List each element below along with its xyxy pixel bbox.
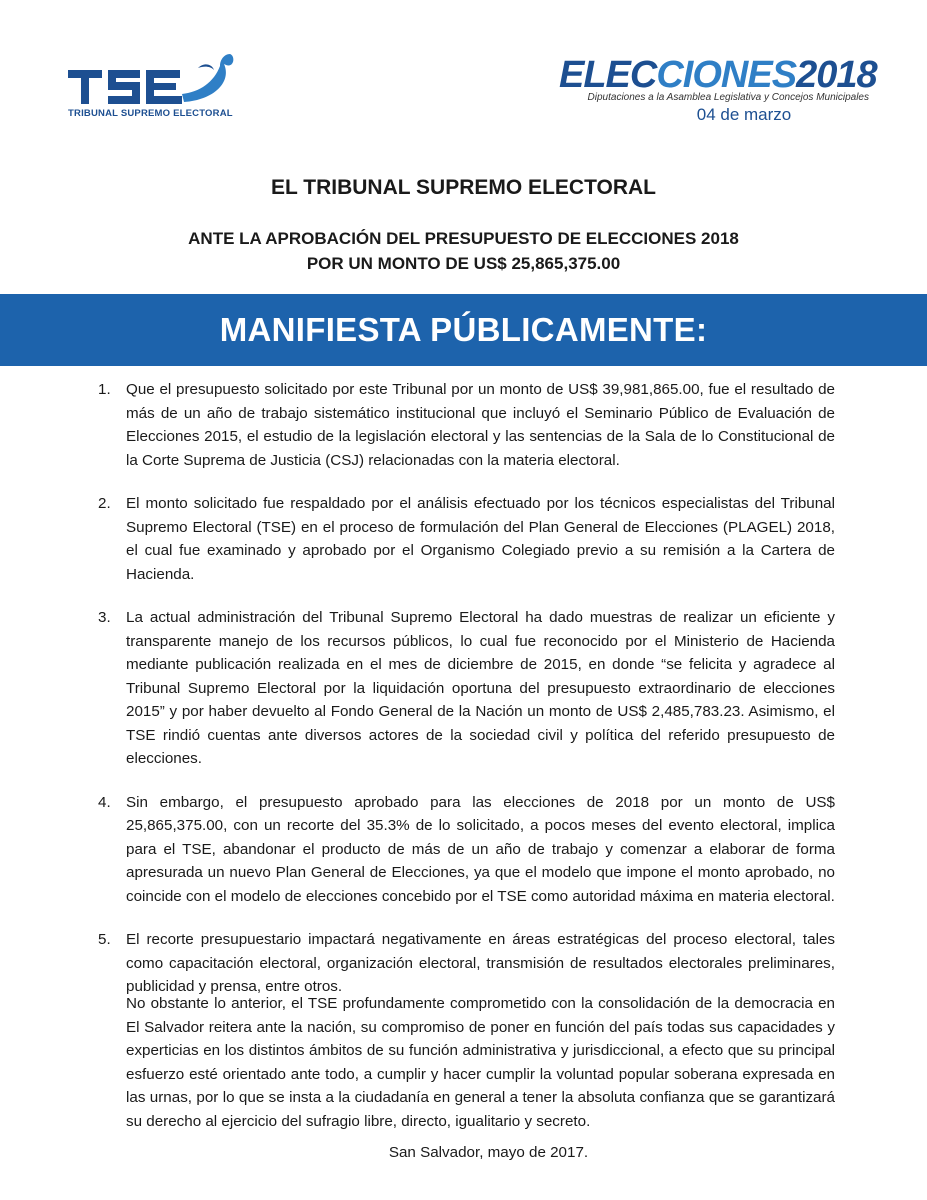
list-item-text: Que el presupuesto solicitado por este Tribunal por un monto de US$ 39,981,865.00, fue el resultado de más de un año de trabajo sistemático institucional que incluyó el Seminario Público de Evaluación de Elecciones 2015, el estudio de la legislación electoral y las sentencias de la Sala de lo Constitucional de la Corte Suprema de Justicia (CSJ) relacionadas con la materia electoral. bbox=[126, 381, 835, 469]
elecciones-subtitle: Diputaciones a la Asamblea Legislativa y Concejos Municipales bbox=[587, 92, 869, 103]
list-item-number: 4. bbox=[98, 793, 111, 811]
list-item-number: 3. bbox=[98, 609, 111, 626]
manifiesta-banner: MANIFIESTA PÚBLICAMENTE: bbox=[0, 294, 927, 366]
list-item bbox=[0, 928, 927, 999]
closing-paragraph: No obstante lo anterior, el TSE profundamente comprometido con la consolidación de la democracia en El Salvador reitera ante la nación, su compromiso de poner en función del país todas sus capacidades y experticias en los distintos ámbitos de su función administrativa y jurisdiccional, a efecto que su principal esfuerzo esté orientado ante todo, a cumplir y hacer cumplir la voluntad popular soberana expresada en las urnas, por lo que se insta a la ciudadanía en general a tener la absoluta confianza que se garantizará su derecho al ejercicio del sufragio libre, directo, igualitario y secreto. bbox=[126, 995, 835, 1130]
subtitle-line-1: ANTE LA APROBACIÓN DEL PRESUPUESTO DE ELECCIONES 2018 bbox=[188, 229, 739, 248]
elecciones-2018-logo bbox=[559, 54, 877, 125]
list-item bbox=[0, 606, 927, 771]
elecciones-year: 2018 bbox=[796, 54, 877, 96]
document-subtitle bbox=[0, 226, 927, 276]
list-item-text: Sin embargo, el presupuesto aprobado para las elecciones de 2018 por un monto de US$ 25,865,375.00, con un recorte del 35.3% de lo solicitado, a pocos meses del evento electoral, implica para el TSE, abandonar el producto de más de un año de trabajo y comenzar a elaborar de forma apresurada un nuevo Plan General de Elecciones, ya que el modelo que impone el monto aprobado, no coincide con el modelo de elecciones concebido por el TSE como autoridad máxima en materia electoral. bbox=[126, 793, 835, 905]
list-item-number: 2. bbox=[98, 495, 111, 512]
list-item bbox=[0, 492, 927, 586]
list-item-text: El monto solicitado fue respaldado por el análisis efectuado por los técnicos especialistas del Tribunal Supremo Electoral (TSE) en el proceso de formulación del Plan General de Elecciones (PLAGEL) 2018, el cual fue examinado y aprobado por el Organismo Colegiado previo a su remisión a la Cartera de Hacienda. bbox=[126, 495, 835, 583]
signoff: San Salvador, mayo de 2017. bbox=[388, 1144, 589, 1161]
list-item bbox=[0, 378, 927, 472]
elecciones-title-part-b: CIONES bbox=[656, 54, 797, 96]
elecciones-title bbox=[559, 54, 877, 96]
list-item-number: 5. bbox=[98, 931, 111, 948]
list-item-text: La actual administración del Tribunal Supremo Electoral ha dado muestras de realizar un eficiente y transparente manejo de los recursos públicos, lo cual fue reconocido por el Ministerio de Hacienda mediante publicación realizada en el mes de diciembre de 2015, en donde “se felicita y agradece al Tribunal Supremo Electoral por la liquidación oportuna del presupuesto extraordinario de elecciones 2015” y por haber devuelto al Fondo General de la Nación un monto de US$ 2,485,783.23. Asimismo, el TSE rindió cuentas ante diversos actores de la sociedad civil y política del referido presupuesto de elecciones. bbox=[126, 609, 835, 767]
numbered-list bbox=[0, 378, 927, 1019]
tse-logo bbox=[64, 52, 244, 124]
document-title: EL TRIBUNAL SUPREMO ELECTORAL bbox=[270, 176, 657, 199]
list-item-text: El recorte presupuestario impactará negativamente en áreas estratégicas del proceso electoral, tales como capacitación electoral, organización electoral, transmisión de resultados electorales preliminares, publicidad y prensa, entre otros. bbox=[126, 931, 835, 995]
elecciones-date: 04 de marzo bbox=[696, 105, 792, 124]
list-item bbox=[0, 791, 927, 909]
page-header bbox=[0, 0, 927, 150]
list-item-number: 1. bbox=[98, 381, 111, 398]
elecciones-title-part-a: ELEC bbox=[559, 54, 657, 96]
subtitle-line-2: POR UN MONTO DE US$ 25,865,375.00 bbox=[306, 254, 621, 273]
logo-caption: TRIBUNAL SUPREMO ELECTORAL bbox=[68, 108, 233, 119]
tse-dove-logo-icon bbox=[64, 52, 244, 108]
